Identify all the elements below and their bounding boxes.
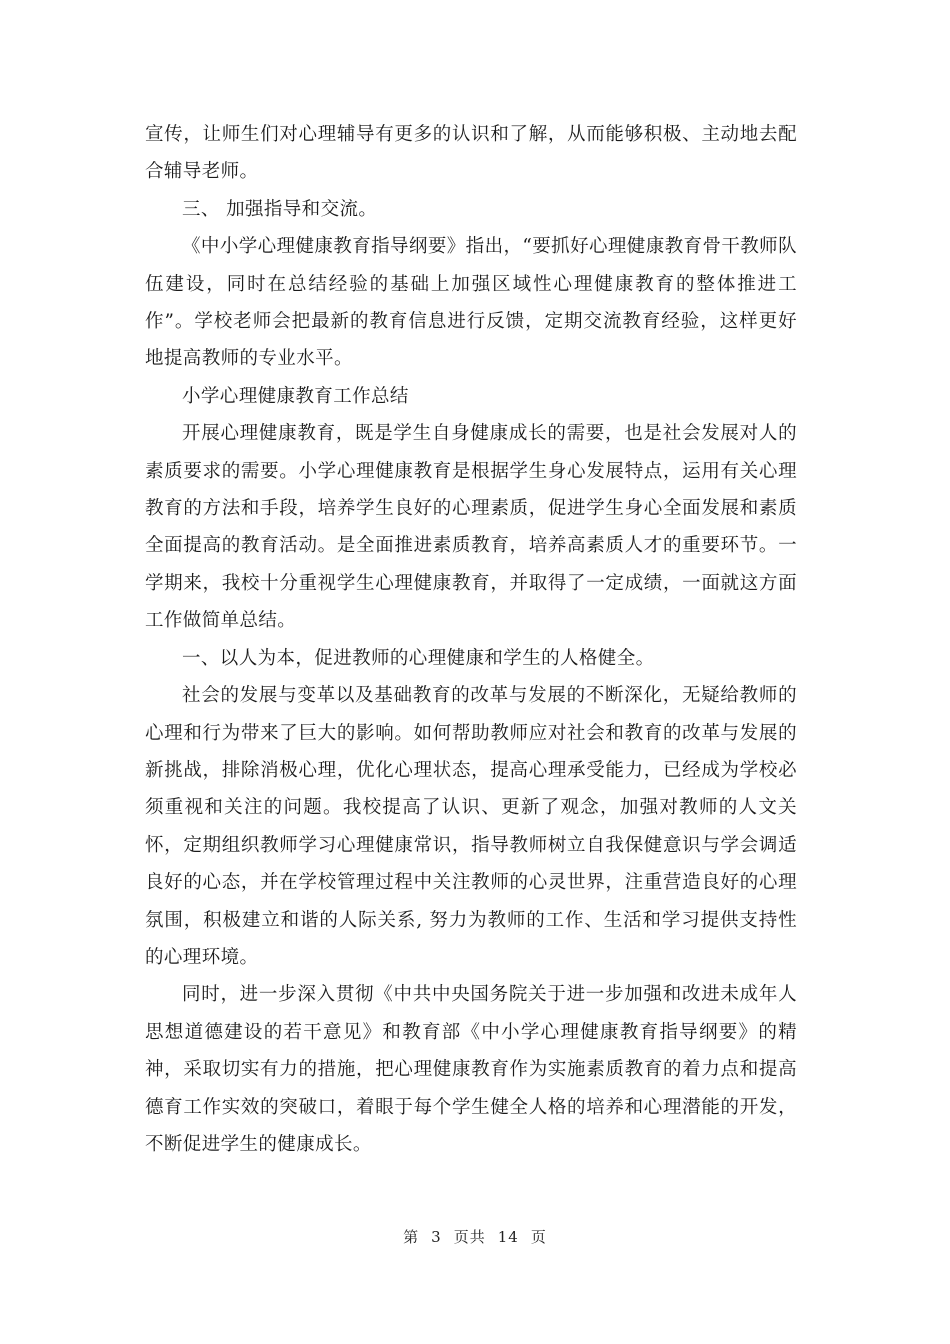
footer-middle: 页共 xyxy=(453,1228,486,1246)
paragraph-implementation: 同时，进一步深入贯彻《中共中央国务院关于进一步加强和改进未成年人思想道德建设的若干意见》和教育部《中小学心理健康教育指导纲要》的精神，采取切实有力的措施，把心理健康教育作为实施素质教育的着力点和提高德育工作实效的突破口，着眼于每个学生健全人格的培养和心理潜能的开发，不断促进学生的健康成长。 xyxy=(145,984,797,1155)
document-title: 小学心理健康教育工作总结 xyxy=(182,385,409,407)
paragraph-guideline-quote: 《中小学心理健康教育指导纲要》指出，“要抓好心理健康教育骨干教师队伍建设，同时在总结经验的基础上加强区域性心理健康教育的整体推进工作”。学校老师会把最新的教育信息进行反馈，定期交流教育经验，这样更好地提高教师的专业水平。 xyxy=(145,236,797,370)
section-heading-one: 一、以人为本，促进教师的心理健康和学生的人格健全。 xyxy=(182,647,655,669)
footer-total-pages: 14 xyxy=(497,1228,519,1246)
footer-prefix: 第 xyxy=(403,1228,420,1246)
footer-suffix: 页 xyxy=(530,1228,547,1246)
paragraph-continuation: 宣传，让师生们对心理辅导有更多的认识和了解，从而能够积极、主动地去配合辅导老师。 xyxy=(145,124,797,183)
document-body xyxy=(145,116,797,1163)
paragraph-teacher-care: 社会的发展与变革以及基础教育的改革与发展的不断深化，无疑给教师的心理和行为带来了巨大的影响。如何帮助教师应对社会和教育的改革与发展的新挑战，排除消极心理，优化心理状态，提高心理承受能力，已经成为学校必须重视和关注的问题。我校提高了认识、更新了观念，加强对教师的人文关怀，定期组织教师学习心理健康常识，指导教师树立自我保健意识与学会调适良好的心态，并在学校管理过程中关注教师的心灵世界，注重营造良好的心理氛围，积极建立和谐的人际关系, 努力为教师的工作、生活和学习提供支持性的心理环境。 xyxy=(145,685,797,968)
page-footer xyxy=(0,1226,950,1247)
paragraph-intro: 开展心理健康教育，既是学生自身健康成长的需要，也是社会发展对人的素质要求的需要。小学心理健康教育是根据学生身心发展特点，运用有关心理教育的方法和手段，培养学生良好的心理素质，促进学生身心全面发展和素质全面提高的教育活动。是全面推进素质教育，培养高素质人才的重要环节。一学期来，我校十分重视学生心理健康教育，并取得了一定成绩，一面就这方面工作做简单总结。 xyxy=(145,423,797,632)
section-heading-three: 三、 加强指导和交流。 xyxy=(182,198,378,220)
footer-current-page: 3 xyxy=(431,1228,442,1246)
